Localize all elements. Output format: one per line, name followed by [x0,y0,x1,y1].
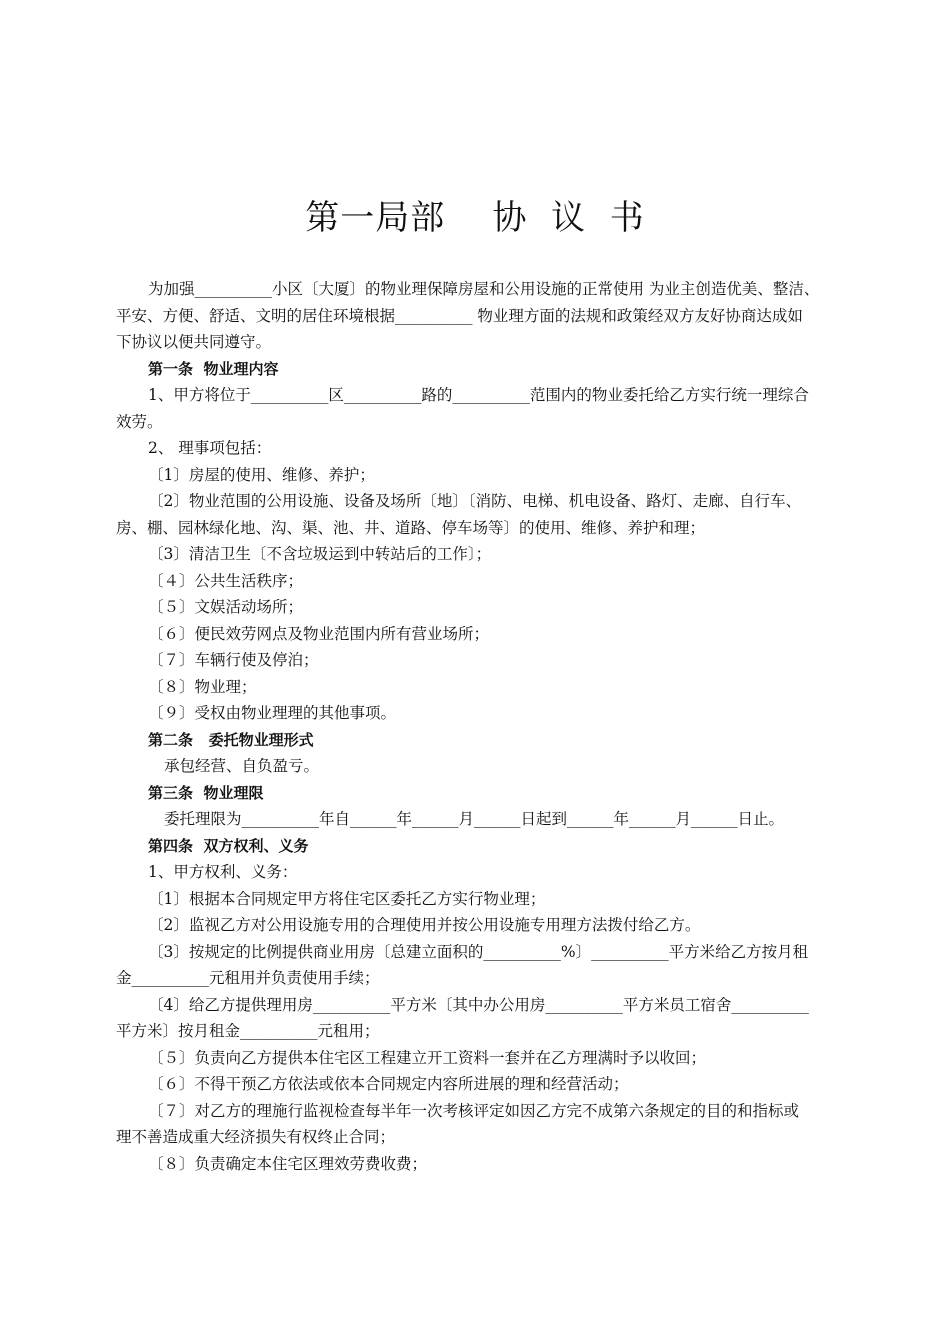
paragraph-line: 下协议以便共同遵守。 [116,333,272,351]
paragraph-line: 平安、方便、舒适、文明的居住环境根据__________ 物业理方面的法规和政策经双方友好协商达成如 [116,306,803,325]
list-item: 〔８〕物业理； [148,677,257,696]
paragraph-line: 承包经营、自负盈亏。 [164,757,320,775]
list-item: 〔９〕受权由物业理理的其他事项。 [148,704,397,722]
list-item: 〔3〕按规定的比例提供商业用房〔总建立面积的__________%〕__________平方米给乙方按月租 [148,942,809,961]
section-heading-3: 第三条 物业理限 [148,783,264,802]
list-item-continued: 平方米〕按月租金__________元租用； [116,1022,380,1040]
list-item: 〔2〕监视乙方对公用设施专用的合理使用并按公用设施专用理方法拨付给乙方。 [148,916,701,934]
section-heading-4: 第四条 双方权利、义务 [148,836,309,855]
paragraph-line: 效劳。 [116,412,163,431]
list-item-continued: 金__________元租用并负责使用手续； [116,969,380,987]
paragraph-line: 2、 理事项包括： [148,439,272,457]
section-heading-2: 第二条 委托物业理形式 [148,730,314,749]
list-item: 〔4〕给乙方提供理用房__________平方米〔其中办公用房__________平方米员工宿舍__________ [148,995,809,1014]
list-item-continued: 理不善造成重大经济损失有权终止合同； [116,1128,396,1146]
paragraph-line: 为加强__________小区〔大厦〕的物业理保障房屋和公用设施的正常使用 为业主创造优美、整洁、 [148,280,820,298]
list-item: 〔７〕对乙方的理施行监视检查每半年一次考核评定如因乙方完不成第六条规定的目的和指标或 [148,1101,800,1120]
document-title: 第一局部 协 议 书 [305,198,645,238]
list-item: 〔７〕车辆行使及停泊； [148,651,319,669]
list-item: 〔８〕负责确定本住宅区理效劳费收费； [148,1154,428,1173]
list-item: 〔６〕不得干预乙方依法或依本合同规定内容所进展的理和经营活动； [148,1075,629,1093]
paragraph-line: 1、甲方权利、义务： [148,863,298,881]
list-item: 〔1〕根据本合同规定甲方将住宅区委托乙方实行物业理； [148,889,546,908]
list-item: 〔６〕便民效劳网点及物业范围内所有营业场所； [148,624,490,643]
list-item-continued: 房、棚、园林绿化地、沟、渠、池、井、道路、停车场等〕的使用、维修、养护和理； [116,518,706,537]
paragraph-line: 委托理限为__________年自______年______月______日起到______年______月______日止。 [164,810,785,828]
section-heading-1: 第一条 物业理内容 [148,359,279,378]
list-item: 〔2〕物业范围的公用设施、设备及场所〔地〕〔消防、电梯、机电设备、路灯、走廊、自行车、 [148,492,802,510]
list-item: 〔５〕负责向乙方提供本住宅区工程建立开工资料一套并在乙方理满时予以收回； [148,1048,707,1067]
paragraph-line: 1、甲方将位于__________区__________路的__________范围内的物业委托给乙方实行统一理综合 [148,386,809,404]
list-item: 〔1〕房屋的使用、维修、养护； [148,465,375,484]
document-body [116,276,868,1177]
list-item: 〔４〕公共生活秩序； [148,571,304,590]
list-item: 〔3〕清洁卫生〔不含垃圾运到中转站后的工作〕； [148,545,492,563]
list-item: 〔５〕文娱活动场所； [148,598,304,616]
